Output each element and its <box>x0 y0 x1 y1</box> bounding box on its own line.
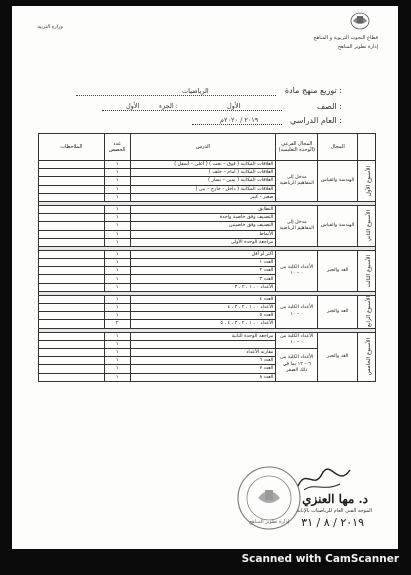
table-body <box>39 161 376 382</box>
periods-cell: ١ <box>104 348 130 356</box>
notes-cell <box>39 205 105 213</box>
lesson-cell: العلاقات المكانية ( أمام – خلف ) <box>130 169 276 177</box>
periods-cell: ٢ <box>104 320 130 328</box>
periods-cell: ١ <box>104 169 130 177</box>
notes-cell <box>39 230 105 238</box>
signer-name: د. مها العنزي <box>302 492 368 506</box>
periods-cell: ١ <box>104 332 130 340</box>
table-row <box>39 205 376 213</box>
week-label-text: الأسبوع الرابع <box>366 296 372 328</box>
lesson-cell: التصنيف وفق خاصية واحدة <box>130 214 276 222</box>
periods-cell: ١ <box>104 365 130 373</box>
org-line1: قطاع البحوث التربوية و المناهج <box>313 35 378 41</box>
periods-cell: ١ <box>104 238 130 246</box>
year-label: العام الدراسي : <box>289 116 342 125</box>
unit-cell: الأعداد الكلية من ٠ – ١٠ <box>276 250 318 291</box>
header-unit: المجال الفرعي (الوحدة التعليمية) <box>276 134 318 161</box>
periods-cell: ١ <box>104 250 130 258</box>
lesson-cell: التصنيف وفق خاصيتين <box>130 222 276 230</box>
notes-cell <box>39 259 105 267</box>
lesson-cell: العدد ٨ <box>130 373 276 381</box>
lesson-cell: العلاقات المكانية ( يمين – يسار ) <box>130 177 276 185</box>
notes-cell <box>39 214 105 222</box>
unit-cell: مدخل إلى المفاهيم الرياضية <box>276 205 318 246</box>
notes-cell <box>39 357 105 365</box>
domain-cell: الهندسة والقياس <box>318 161 358 202</box>
lesson-cell: أكثر أو أقل <box>130 250 276 258</box>
periods-cell: ١ <box>104 275 130 283</box>
notes-cell <box>39 340 105 348</box>
scanned-page <box>12 6 398 549</box>
notes-cell <box>39 169 105 177</box>
periods-cell: ١ <box>104 312 130 320</box>
week-label <box>358 205 376 246</box>
domain-cell: العد والجبر <box>318 332 358 381</box>
grade-dotted-line <box>102 110 282 111</box>
notes-cell <box>39 250 105 258</box>
lesson-cell: العدد ٢ <box>130 267 276 275</box>
notes-cell <box>39 238 105 246</box>
lesson-cell: التطابق <box>130 205 276 213</box>
periods-cell: ١ <box>104 304 130 312</box>
periods-cell: ١ <box>104 230 130 238</box>
domain-cell: العد والجبر <box>318 250 358 291</box>
lesson-cell: العدد ٣ <box>130 275 276 283</box>
periods-cell: ١ <box>104 373 130 381</box>
header-notes: الملاحظات <box>39 134 105 161</box>
periods-cell: ١ <box>104 267 130 275</box>
periods-cell: ١ <box>104 222 130 230</box>
periods-cell: ١ <box>104 295 130 303</box>
lesson-cell: الأعداد ٠ ، ١ ، ٢ ، ٣ <box>130 283 276 291</box>
week-label <box>358 332 376 381</box>
signature-scribble-icon <box>294 464 354 494</box>
lesson-cell: الأعداد ٠ ، ١ ، ٢ ، ٣ ، ٤ ، ٥ <box>130 320 276 328</box>
signer-title: الموجه الفني العام للرياضيات بالإنابة <box>296 508 372 514</box>
domain-cell: الهندسة والقياس <box>318 205 358 246</box>
scanner-footer <box>0 549 411 575</box>
week-label-text: الأسبوع الأول <box>366 165 372 197</box>
curriculum-table <box>38 133 376 382</box>
header-week <box>358 134 376 161</box>
week-label <box>358 250 376 291</box>
periods-cell: ١ <box>104 283 130 291</box>
subject-value: الرياضيات <box>182 87 209 95</box>
table-header-row <box>39 134 376 161</box>
lesson-cell: العدد ٤ <box>130 295 276 303</box>
lesson-cell: العدد ٧ <box>130 365 276 373</box>
unit-cell: مدخل إلى المفاهيم الرياضية <box>276 161 318 202</box>
notes-cell <box>39 177 105 185</box>
notes-cell <box>39 275 105 283</box>
header-lesson: الدرس <box>130 134 276 161</box>
year-value: ٢٠١٩ / ٢٠٢٠م <box>220 116 259 124</box>
table-row <box>39 332 376 340</box>
notes-cell <box>39 332 105 340</box>
week-label-text: الأسبوع الخامس <box>366 338 372 376</box>
notes-cell <box>39 304 105 312</box>
part-value: الأول <box>126 102 140 110</box>
table-row <box>39 161 376 169</box>
notes-cell <box>39 365 105 373</box>
periods-cell: ١ <box>104 205 130 213</box>
week-label <box>358 161 376 202</box>
domain-cell: العد والجبر <box>318 295 358 328</box>
lesson-cell: مراجعة الوحدة الأولى <box>130 238 276 246</box>
periods-cell: ١ <box>104 161 130 169</box>
lesson-cell: العدد ٦ <box>130 357 276 365</box>
lesson-cell: العدد ١ <box>130 259 276 267</box>
unit-cell: الأعداد الكلية من ٠ – ١٠ <box>276 295 318 328</box>
notes-cell <box>39 193 105 201</box>
lesson-cell: الأنماط <box>130 230 276 238</box>
unit-cell: الأعداد الكلية من ٦ – ١٢ بما في ذلك الصفر <box>276 348 318 381</box>
notes-cell <box>39 185 105 193</box>
periods-cell: ١ <box>104 193 130 201</box>
periods-cell: ١ <box>104 177 130 185</box>
lesson-cell: مراجعة الوحدة الثانية <box>130 332 276 340</box>
periods-cell: ١ <box>104 259 130 267</box>
signature-date: ٢٠١٩ / ٨ / ٣١ <box>301 516 364 529</box>
header-periods: عدد الحصص <box>104 134 130 161</box>
year-dotted-line <box>192 124 282 125</box>
lesson-cell: الأعداد ٠ ، ١ ، ٢ ، ٣ ، ٤ <box>130 304 276 312</box>
notes-cell <box>39 161 105 169</box>
grade-label: الصف : <box>316 102 342 111</box>
plan-title-label: توزيع منهج مادة : <box>284 86 342 95</box>
lesson-cell: العلاقات المكانية ( فوق – تحت ) ( أعلى – أسفل ) <box>130 161 276 169</box>
table-row <box>39 250 376 258</box>
ministry-logo-text: وزارة التربية <box>37 24 63 30</box>
header-domain: المجال <box>318 134 358 161</box>
periods-cell: ١ <box>104 340 130 348</box>
notes-cell <box>39 283 105 291</box>
lesson-cell: العدد ٥ <box>130 312 276 320</box>
notes-cell <box>39 267 105 275</box>
table-row <box>39 295 376 303</box>
subject-dotted-line <box>76 95 276 96</box>
ministry-emblem-icon <box>346 10 374 34</box>
lesson-cell: العلاقات المكانية ( داخل - خارج – بين ) <box>130 185 276 193</box>
notes-cell <box>39 312 105 320</box>
lesson-cell: مقارنة الأعداد <box>130 348 276 356</box>
week-label-text: الأسبوع الثاني <box>366 210 372 242</box>
notes-cell <box>39 348 105 356</box>
org-line2: إدارة تطوير المناهج <box>337 44 378 50</box>
periods-cell: ١ <box>104 214 130 222</box>
week-label <box>358 295 376 328</box>
notes-cell <box>39 222 105 230</box>
notes-cell <box>39 295 105 303</box>
grade-value: الأول <box>227 102 241 110</box>
periods-cell: ١ <box>104 357 130 365</box>
notes-cell <box>39 373 105 381</box>
scanner-watermark: Scanned with CamScanner <box>241 553 399 565</box>
week-label-text: الأسبوع الثالث <box>366 254 372 288</box>
part-label: الجزء : <box>159 102 178 110</box>
stamp-text: إدارة تطوير المناهج <box>248 519 290 525</box>
lesson-cell <box>130 340 276 348</box>
lesson-cell: صغير - كبير <box>130 193 276 201</box>
notes-cell <box>39 320 105 328</box>
unit-cell: الأعداد الكلية من ٠ – ١٠ <box>276 332 318 348</box>
periods-cell: ١ <box>104 185 130 193</box>
